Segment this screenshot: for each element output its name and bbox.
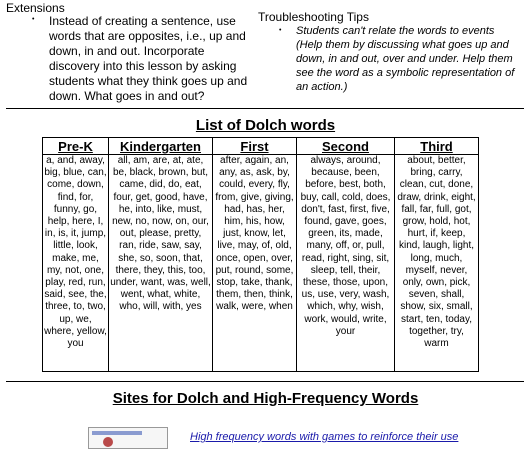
column-header-first: First (213, 138, 297, 155)
first-grade-words: after, again, an, any, as, ask, by, could, every, fly, from, give, giving, had, has, her, him, his, how, just, know, let, live, may, of, old, once, open, over, put, round, some, stop, take, thank, them, then, think, walk, were, when (213, 155, 297, 372)
troubleshooting-heading: Troubleshooting Tips (258, 10, 369, 24)
extensions-heading: Extensions (6, 1, 65, 15)
sites-title: Sites for Dolch and High-Frequency Words (112, 390, 419, 407)
section-divider-bottom (6, 381, 524, 382)
high-frequency-words-link[interactable]: High frequency words with games to reinforce their use (190, 431, 459, 443)
column-header-pre-k: Pre-K (43, 138, 109, 155)
troubleshooting-text: Students can't relate the words to events (Help them by discussing what goes up and down, in and out, over and under. Help them see the word as a symbolic representation of an action.) (296, 25, 515, 93)
section-divider-top (6, 108, 524, 109)
kindergarten-words: all, am, are, at, ate, be, black, brown, but, came, did, do, eat, four, get, good, have, he, into, like, must, new, no, now, on, our, out, please, pretty, ran, ride, saw, say, she, so, soon, that, there, they, this, too, under, want, was, well, went, what, white, who, will, with, yes (109, 155, 213, 372)
column-header-second: Second (297, 138, 395, 155)
dolch-header-row (43, 138, 479, 155)
third-grade-words: about, better, bring, carry, clean, cut, done, draw, drink, eight, fall, far, full, got, grow, hold, hot, hurt, if, keep, kind, laugh, light, long, much, myself, never, only, own, pick, seven, shall, show, six, small, start, ten, today, together, try, warm (395, 155, 479, 372)
column-header-third: Third (395, 138, 479, 155)
extensions-text: Instead of creating a sentence, use words that are opposites, i.e., up and down, in and out. Incorporate discovery into this lesson by asking students what they think goes up and down. What goes in and out? (49, 14, 248, 103)
website-thumbnail[interactable] (88, 427, 168, 449)
extensions-bullet: • (32, 16, 35, 23)
troubleshooting-bullet: • (279, 27, 282, 34)
thumbnail-header-bar (92, 431, 142, 435)
dolch-words-row (43, 155, 479, 372)
dolch-list-title: List of Dolch words (195, 117, 336, 134)
thumbnail-logo-icon (103, 437, 113, 447)
pre-k-words: a, and, away, big, blue, can, come, down, find, for, funny, go, help, here, I, in, is, it, jump, little, look, make, me, my, not, one, play, red, run, said, see, the, three, to, two, up, we, where, yellow, you (43, 155, 109, 372)
column-header-kindergarten: Kindergarten (109, 138, 213, 155)
dolch-table (42, 137, 479, 372)
second-grade-words: always, around, because, been, before, best, both, buy, call, cold, does, don't, fast, first, five, found, gave, goes, green, its, made, many, off, or, pull, read, right, sing, sit, sleep, tell, their, these, those, upon, us, use, very, wash, which, why, wish, work, would, write, your (297, 155, 395, 372)
